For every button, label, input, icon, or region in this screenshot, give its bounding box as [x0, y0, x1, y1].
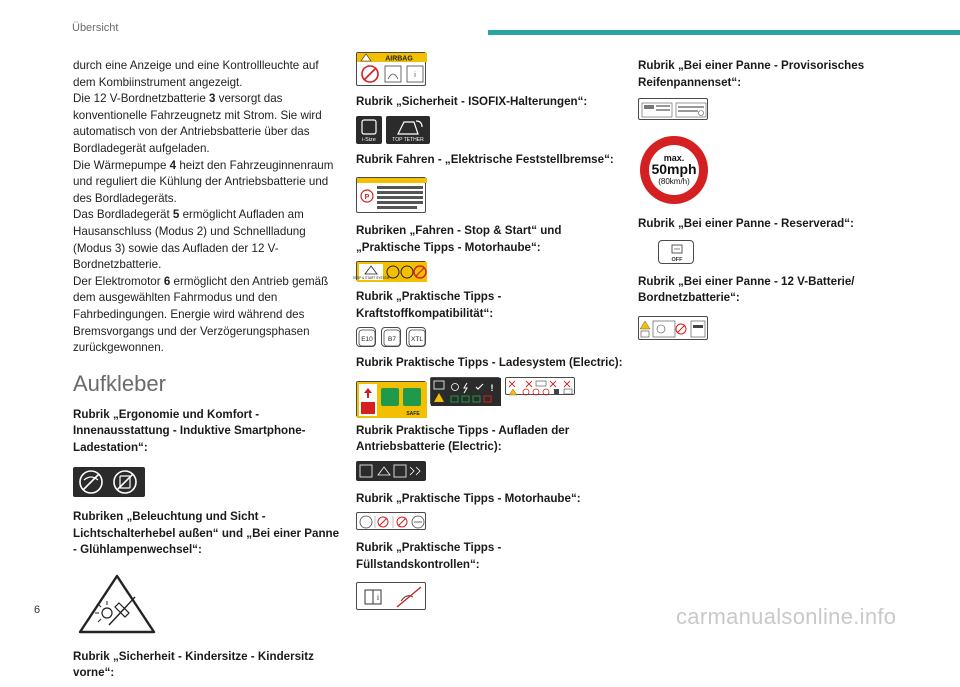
label-fuel-xtl	[406, 327, 426, 347]
label-charging-status-panel	[430, 377, 500, 405]
intro-paragraph-4: Das Bordladegerät 5 ermöglicht Aufladen am Hausanschluss (Modus 2) und Schnellladung (Modus 3) sowie das Aufladen der 12 V-Bordnetzbatterie.	[73, 208, 306, 272]
label-fluid-levels	[356, 582, 426, 610]
rubrik-kindersitz-vorne: Rubrik „Sicherheit - Kindersitze - Kindersitz vorne“:	[73, 649, 314, 680]
column-left	[73, 58, 343, 687]
label-wireless-charger	[73, 467, 145, 497]
rubrik-aufladen-antriebsbatterie: Rubrik Praktische Tipps - Aufladen der Antriebsbatterie (Electric):	[356, 423, 570, 453]
rubrik-12v-batterie: Rubrik „Bei einer Panne - 12 V-Batterie/ Bordnetzbatterie“:	[638, 274, 855, 304]
rubrik-motorhaube: Rubrik „Praktische Tipps - Motorhaube“:	[356, 491, 581, 505]
label-charging-system	[356, 381, 426, 417]
label-battery-charging	[356, 461, 426, 481]
isofix-labels	[356, 116, 626, 144]
speed-max-text: max.	[663, 153, 685, 163]
label-spare-wheel	[658, 240, 694, 264]
svg-text:XTL: XTL	[411, 336, 423, 343]
label-fuel-b7	[381, 327, 401, 347]
svg-text:P: P	[364, 194, 370, 201]
label-top-tether	[386, 116, 430, 144]
intro-paragraph-5: Der Elektromotor 6 ermöglicht den Antrieb gemäß dem ausgewählten Fahrmodus und den Fahrbedingungen. Energie wird während des Bremsvorgangs und der Verzögerungsphasen zurückgewonnen.	[73, 274, 329, 355]
label-isize	[356, 116, 382, 144]
svg-text:STOP & START SYSTEM: STOP & START SYSTEM	[352, 276, 390, 280]
label-stop-start	[352, 261, 426, 281]
svg-text:E10: E10	[361, 336, 373, 343]
intro-paragraph-2: Die 12 V-Bordnetzbatterie 3 versorgt das konventionelle Fahrzeugnetz mit Strom. Sie wird automatisch von der Antriebsbatterie über das Bordladegerät aufgeladen.	[73, 92, 322, 155]
label-electric-parking-brake	[356, 177, 426, 213]
label-fuel-e10	[356, 327, 376, 347]
intro-text	[73, 58, 343, 357]
rubrik-fuellstandskontrollen: Rubrik „Praktische Tipps - Füllstandskontrollen“:	[356, 541, 502, 571]
svg-text:B7: B7	[388, 336, 396, 343]
svg-text:i: i	[414, 72, 416, 79]
svg-text:i: i	[376, 593, 380, 602]
page-number: 6	[34, 604, 41, 616]
rubrik-reifenpannenset: Rubrik „Bei einer Panne - Provisorisches Reifenpannenset“:	[638, 59, 865, 89]
speed-value-text: 50mph	[651, 161, 697, 177]
rubrik-induktive-ladestation: Rubrik „Ergonomie und Komfort - Innenausstattung - Induktive Smartphone-Ladestation“:	[73, 407, 306, 454]
rubrik-reserverad: Rubrik „Bei einer Panne - Reserverad“:	[638, 217, 854, 230]
label-charging-pictograms	[505, 377, 575, 395]
label-light-warning-triangle	[77, 573, 157, 635]
column-middle	[352, 52, 626, 610]
airbag-text: AIRBAG	[385, 55, 413, 63]
speed-limit-sign	[638, 134, 710, 206]
intro-paragraph-3: Die Wärmepumpe 4 heizt den Fahrzeuginnenraum und reguliert die Kühlung der Antriebsbatterie und des Bordladegeräts.	[73, 158, 334, 205]
speed-kmh-text: (80km/h)	[658, 177, 690, 186]
label-tyre-repair-kit	[638, 98, 708, 120]
svg-text:SAFE: SAFE	[406, 410, 420, 417]
rubrik-stop-start: Rubriken „Fahren - Stop & Start“ und „Praktische Tipps - Motorhaube“:	[356, 224, 562, 254]
intro-paragraph-1: durch eine Anzeige und eine Kontrollleuchte auf dem Kombiinstrument angezeigt.	[73, 59, 319, 89]
fuel-labels	[356, 327, 626, 347]
svg-text:!: !	[490, 382, 494, 393]
rubrik-feststellbremse: Rubrik Fahren - „Elektrische Feststellbremse“:	[356, 152, 614, 166]
header-title: Übersicht	[72, 22, 119, 34]
label-airbag	[356, 52, 426, 86]
label-12v-battery	[638, 316, 708, 340]
rubrik-kraftstoff: Rubrik „Praktische Tipps - Kraftstoffkompatibilität“:	[356, 290, 502, 320]
svg-text:i-Size: i-Size	[362, 136, 376, 143]
label-bonnet	[356, 512, 426, 530]
svg-text:TOP TETHER: TOP TETHER	[392, 136, 424, 143]
svg-text:OFF: OFF	[671, 256, 683, 263]
watermark: carmanualsonline.info	[676, 604, 897, 629]
rubrik-lichtschalterhebel: Rubriken „Beleuchtung und Sicht - Lichtschalterhebel außen“ und „Bei einer Panne - Glühlampenwechsel“:	[73, 510, 340, 557]
column-right	[638, 58, 888, 340]
rubrik-isofix: Rubrik „Sicherheit - ISOFIX-Halterungen“:	[356, 95, 588, 108]
section-title: Aufkleber	[73, 370, 166, 396]
rubrik-ladesystem: Rubrik Praktische Tipps - Ladesystem (Electric):	[356, 356, 623, 369]
header-accent-bar	[488, 30, 960, 35]
